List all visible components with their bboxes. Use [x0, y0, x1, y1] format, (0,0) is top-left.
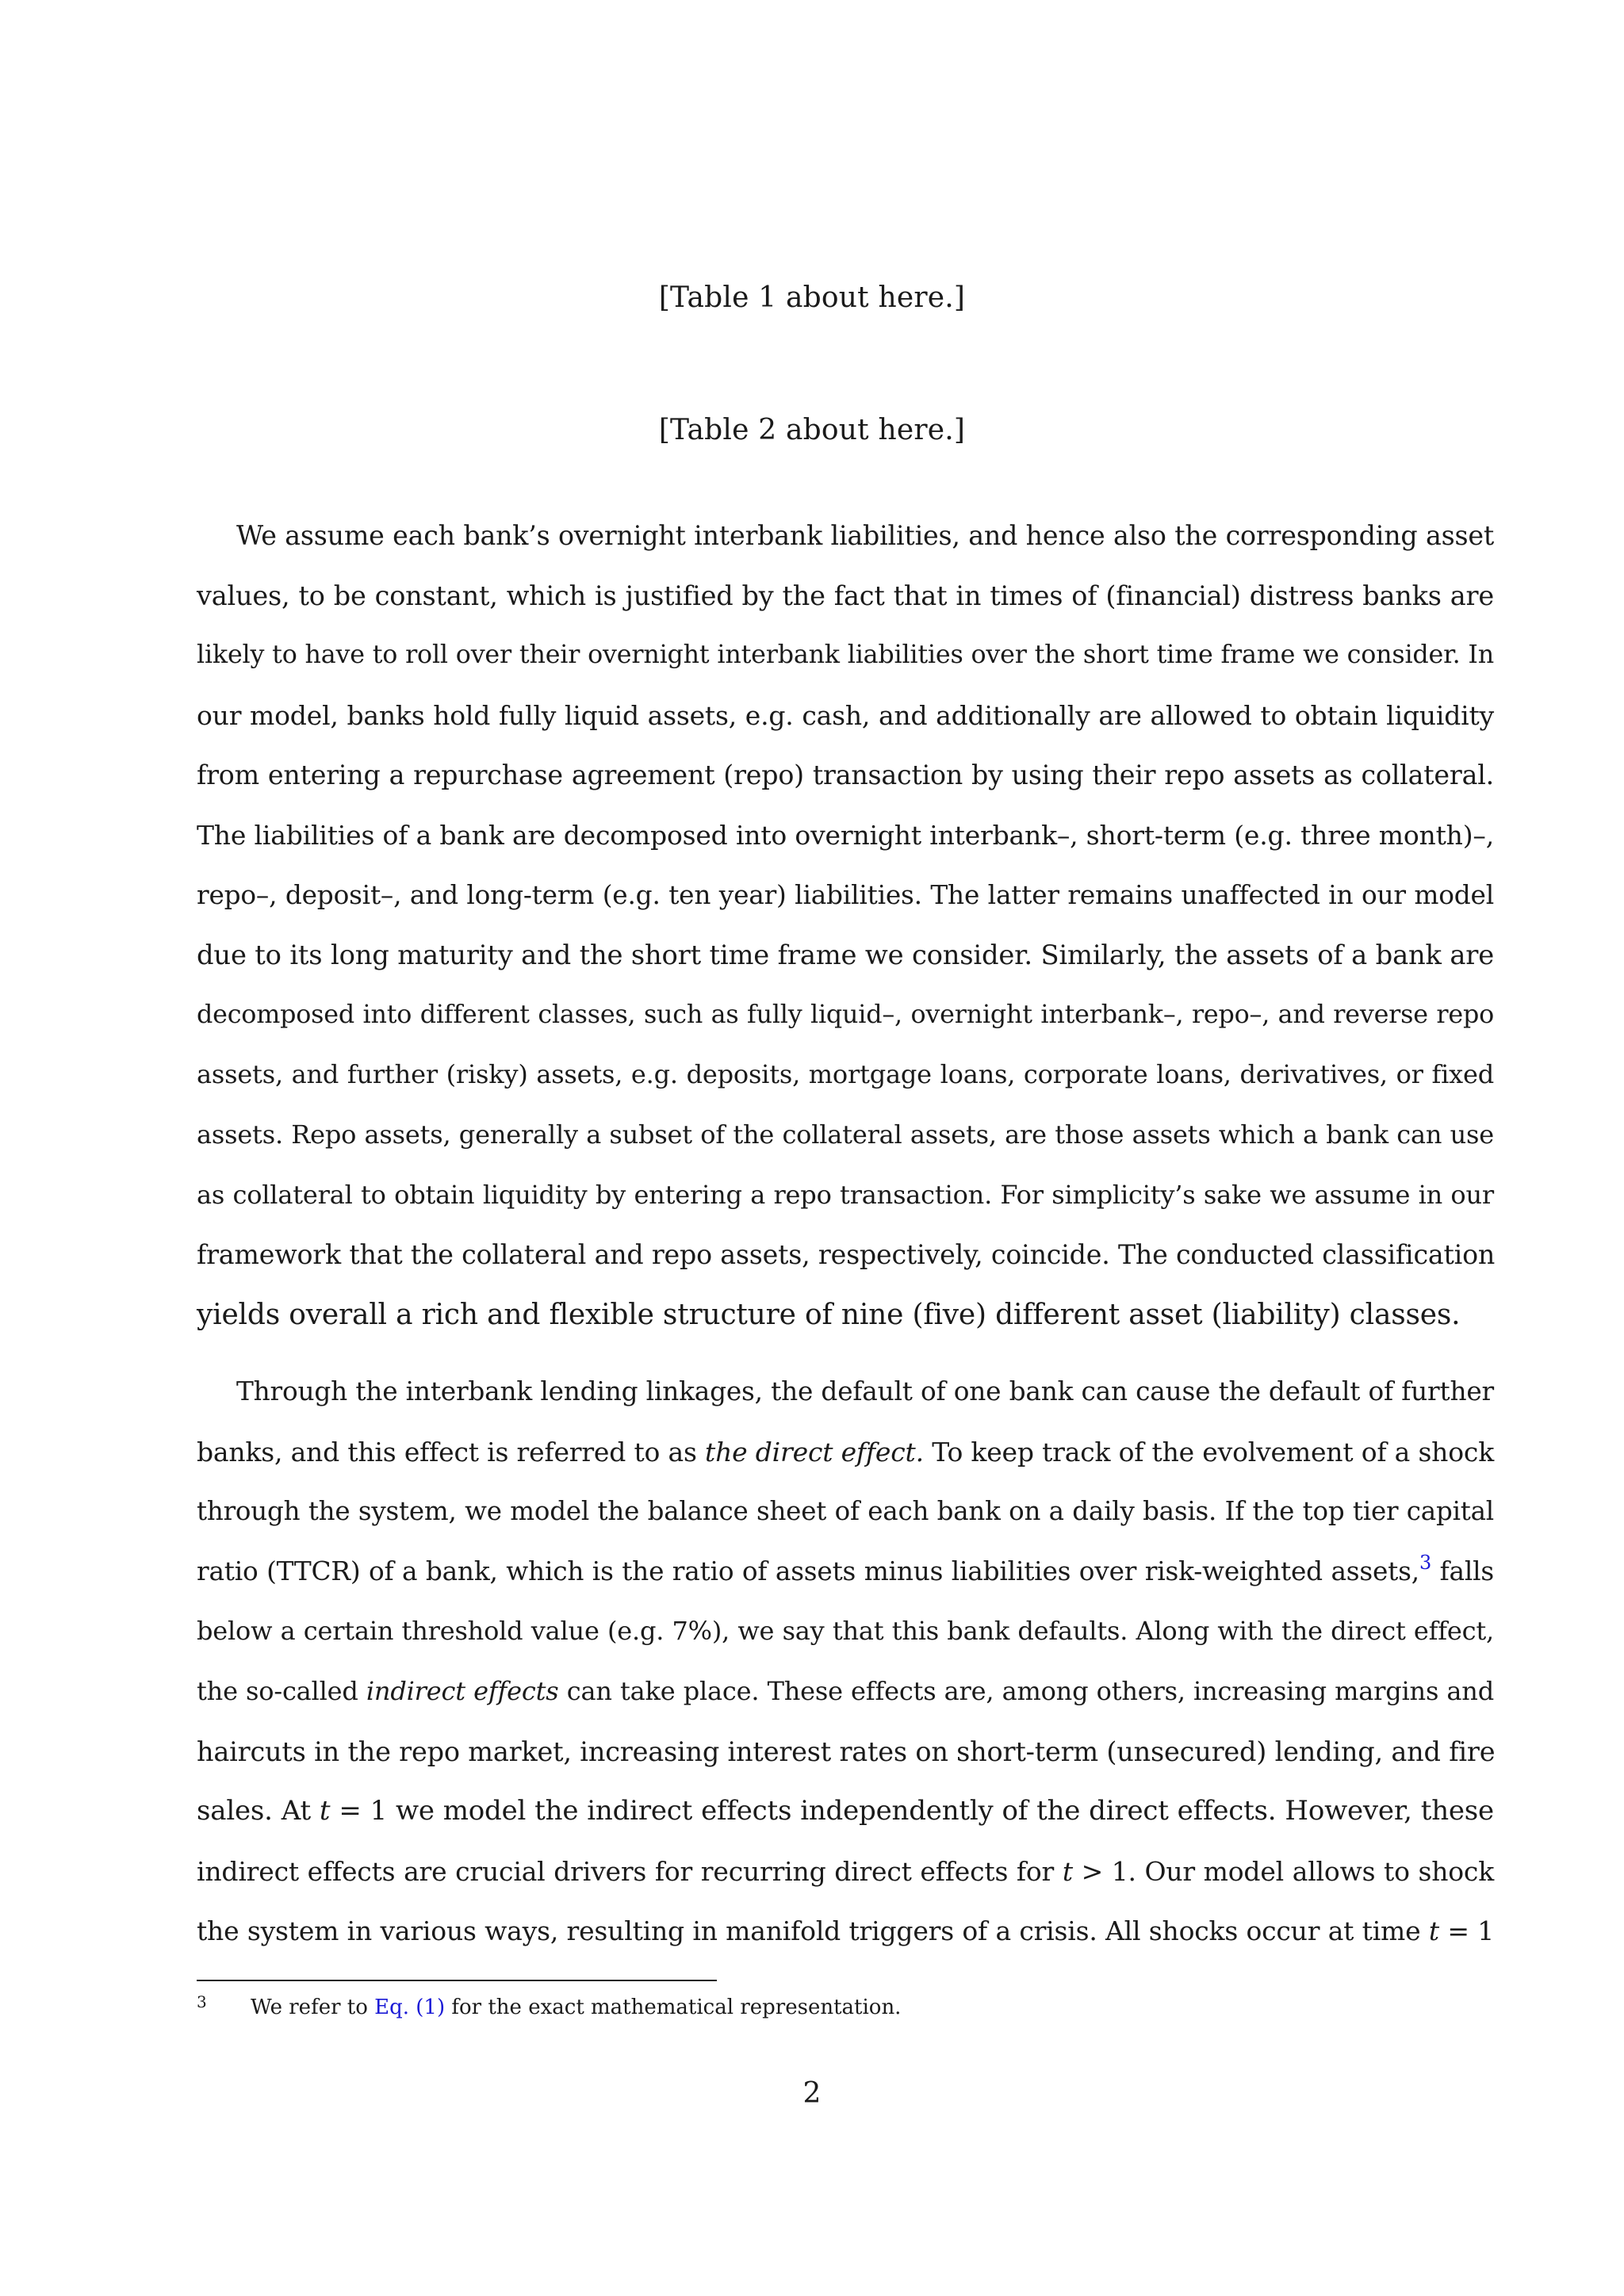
paragraph-line [197, 1781, 1494, 1842]
text-run: can take place. These effects are, among others, increasing margins and [558, 1675, 1494, 1706]
text-run: banks, and this effect is referred to as [197, 1436, 706, 1468]
emphasis-direct-effect: the direct effect. [705, 1436, 924, 1468]
paragraph-line [197, 1901, 1494, 1961]
paragraph-line: repo–, deposit–, and long-term (e.g. ten year) liabilities. The latter remains unaffected in our model [197, 879, 1494, 910]
page-number: 2 [802, 2077, 822, 2110]
paragraph-balance-sheet [197, 506, 1494, 1345]
text-run: > 1. Our model allows to shock [1072, 1855, 1495, 1887]
paragraph-line: from entering a repurchase agreement (repo) transaction by using their repo assets as collateral. [197, 760, 1494, 791]
paragraph-line: The liabilities of a bank are decomposed into overnight interbank–, short-term (e.g. three month)–, [197, 819, 1494, 851]
paragraph-line: haircuts in the repo market, increasing interest rates on short-term (unsecured) lending, and fire [197, 1735, 1496, 1767]
paragraph-line [197, 1842, 1494, 1902]
paragraph-line: likely to have to roll over their overnight interbank liabilities over the short time frame we consider. In [197, 641, 1494, 670]
paragraph-line: assets. Repo assets, generally a subset of the collateral assets, are those assets which a bank can use [197, 1119, 1494, 1150]
math-variable-t: t [319, 1795, 331, 1827]
paragraph-line: as collateral to obtain liquidity by entering a repo transaction. For simplicity’s sake we assume in our [197, 1179, 1494, 1210]
footnote-divider [197, 1980, 717, 1981]
paragraph-line: yields overall a rich and flexible structure of nine (five) different asset (liability) classes. [197, 1298, 1461, 1331]
math-variable-t: t [1062, 1855, 1073, 1887]
math-variable-t: t [1428, 1915, 1439, 1947]
paragraph-line [197, 1422, 1494, 1483]
paragraph-line [197, 1662, 1494, 1722]
text-run: ratio (TTCR) of a bank, which is the ratio of assets minus liabilities over risk-weighted assets, [197, 1556, 1419, 1586]
footnote-reference-link[interactable]: 3 [1419, 1551, 1432, 1574]
paragraph-line: due to its long maturity and the short time frame we consider. Similarly, the assets of a bank are [197, 939, 1494, 971]
paragraph-line [197, 1542, 1494, 1602]
footnote-text: for the exact mathematical representation. [445, 1996, 902, 2019]
paragraph-line: framework that the collateral and repo assets, respectively, coincide. The conducted classification [197, 1239, 1496, 1271]
paragraph-line: through the system, we model the balance sheet of each bank on a daily basis. If the top tier capital [197, 1496, 1494, 1527]
paragraph-line: values, to be constant, which is justified by the fact that in times of (financial) distress banks are [197, 580, 1494, 611]
footnote-mark: 3 [197, 1992, 207, 2011]
text-run: indirect effects are crucial drivers for recurring direct effects for [197, 1855, 1063, 1887]
paragraph-line: Through the interbank lending linkages, the default of one bank can cause the default of further [236, 1376, 1494, 1406]
text-run: falls [1431, 1556, 1494, 1586]
text-run: = 1 [1438, 1915, 1494, 1947]
paragraph-line: We assume each bank’s overnight interbank liabilities, and hence also the corresponding asset [236, 520, 1494, 551]
text-run: the so-called [197, 1675, 366, 1706]
paragraph-line: below a certain threshold value (e.g. 7%), we say that this bank defaults. Along with the direct effect, [197, 1616, 1494, 1647]
paragraph-line: decomposed into different classes, such as fully liquid–, overnight interbank–, repo–, and reverse repo [197, 1000, 1494, 1029]
paragraph-line: assets, and further (risky) assets, e.g. deposits, mortgage loans, corporate loans, derivatives, or fixed [197, 1059, 1494, 1090]
footnote [197, 1992, 1494, 2022]
paragraph-line: our model, banks hold fully liquid assets, e.g. cash, and additionally are allowed to obtain liquidity [197, 699, 1494, 731]
equation-link[interactable]: Eq. (1) [374, 1996, 446, 2019]
text-run: = 1 we model the indirect effects independently of the direct effects. However, these [330, 1795, 1494, 1827]
paragraph-direct-indirect-effects [197, 1362, 1494, 1961]
table-2-placeholder: [Table 2 about here.] [658, 414, 966, 446]
emphasis-indirect-effects: indirect effects [366, 1675, 559, 1706]
text-run: To keep track of the evolvement of a shock [923, 1436, 1494, 1468]
table-1-placeholder: [Table 1 about here.] [658, 281, 966, 314]
text-run: sales. At [197, 1795, 320, 1827]
footnote-text: We refer to [251, 1996, 375, 2019]
text-run: the system in various ways, resulting in manifold triggers of a crisis. All shocks occur at time [197, 1915, 1429, 1947]
